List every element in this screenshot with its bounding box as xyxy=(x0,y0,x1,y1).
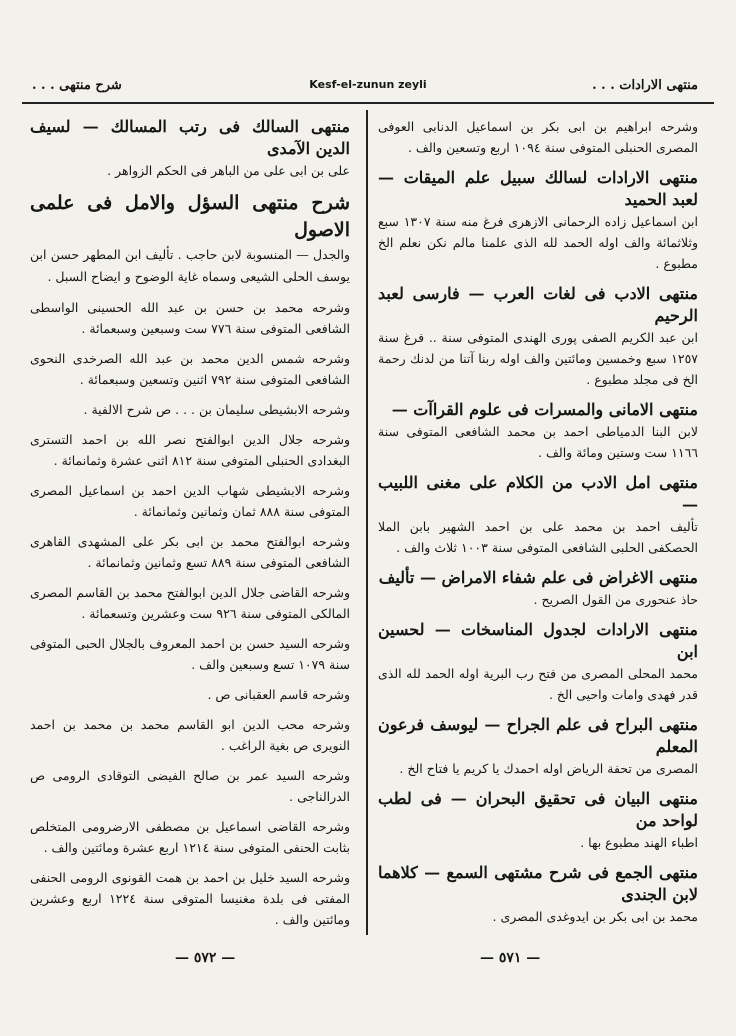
commentary-item: وشرحه محمد بن حسن بن عبد الله الحسينى الواسطى الشافعى المتوفى سنة ٧٧٦ ست وسبعين وسبعمائة . xyxy=(30,300,350,336)
entry-body: وشرحه ابراهيم بن ابى بكر بن اسماعيل الدنابى العوفى المصرى الحنبلى المتوفى سنة ١٠٩٤ اربع وتسعين والف . xyxy=(378,119,698,155)
entry-body: على بن ابى على من الباهر فى الحكم الزواهر . xyxy=(107,163,350,178)
entry-title: منتهى السالك فى رتب المسالك — لسيف الدين الآمدى xyxy=(30,117,350,158)
entry-title: منتهى البراح فى علم الجراح — ليوسف فرعون المعلم xyxy=(378,715,698,756)
commentary-item: وشرحه القاضى اسماعيل بن مصطفى الارضرومى المتخلص بثابت الحنفى المتوفى سنة ١٢١٤ اربع عشرة ومائتين والف . xyxy=(30,819,350,855)
entry-title: منتهى الادب فى لغات العرب — فارسى لعبد الرحيم xyxy=(378,284,698,325)
entry-body: محمد بن ابى بكر بن ايدوغدى المصرى . xyxy=(492,909,698,924)
commentary-item: وشرحه الابشيطى شهاب الدين احمد بن اسماعيل المصرى المتوفى سنة ٨٨٨ ثمان وثمانين وثمانمائة . xyxy=(30,483,350,519)
entry xyxy=(378,567,698,610)
entry-title: منتهى البيان فى تحقيق البحران — فى لطب لواحد من xyxy=(378,789,698,830)
commentary-item: وشرحه السيد حسن بن احمد المعروف بالجلال الحبى المتوفى سنة ١٠٧٩ تسع وسبعين والف . xyxy=(30,636,350,672)
commentary-item: وشرحه السيد خليل بن احمد بن همت القونوى الرومى الحنفى المفتى فى بلدة مغنيسا المتوفى سنة ١٢٢٤ اربع وعشرين ومائتين والف . xyxy=(30,870,350,927)
entry-body: المصرى من تحفة الرياض اوله احمدك يا كريم يا فتاح الخ . xyxy=(399,761,698,776)
commentary-list xyxy=(30,297,350,930)
entry xyxy=(378,619,698,705)
entry-title: منتهى امل الادب من الكلام على مغنى اللبيب — xyxy=(378,473,698,514)
commentary-item: وشرحه محب الدين ابو القاسم محمد بن محمد بن احمد النويرى ص بغية الراغب . xyxy=(30,717,350,753)
entry-body: لابن البنا الدمياطى احمد بن محمد الشافعى المتوفى سنة ١١٦٦ ست وستين ومائة والف . xyxy=(378,424,698,460)
entry xyxy=(378,116,698,158)
section-heading: شرح منتهى السؤل والامل فى علمى الاصول xyxy=(30,192,350,241)
header-center-title: Kesf-el-zunun zeyli xyxy=(309,78,427,91)
entry xyxy=(378,472,698,558)
entry-body: محمد المحلى المصرى من فتح رب البرية اوله الحمد لله الذى قدر فهدى وامات واحيى الخ . xyxy=(378,666,698,702)
commentary-item: وشرحه ابوالفتح محمد بن ابى بكر على المشهدى القاهرى الشافعى المتوفى سنة ٨٨٩ تسع وثمانين وثمانمائة . xyxy=(30,534,350,570)
commentary-item: وشرحه قاسم العقبانى ص . xyxy=(207,687,350,702)
entry xyxy=(30,116,350,181)
commentary-item: وشرحه الابشيطى سليمان بن . . . ص شرح الالفية . xyxy=(83,402,350,417)
entry xyxy=(378,714,698,779)
commentary-item: وشرحه القاضى جلال الدين ابوالفتح محمد بن القاسم المصرى المالكى المتوفى سنة ٩٢٦ ست وعشرين وتسعمائة . xyxy=(30,585,350,621)
running-header xyxy=(28,70,708,98)
entry-title: منتهى الاغراض فى علم شفاء الامراض — تأليف xyxy=(378,568,698,587)
entry xyxy=(378,167,698,274)
header-left-title: شرح منتهى . . . xyxy=(32,78,122,93)
header-right-title: منتهى الارادات . . . xyxy=(592,78,698,93)
left-column xyxy=(30,116,350,936)
entry xyxy=(378,399,698,463)
entry-body: حاذ عنحورى من القول الصريح . xyxy=(533,592,698,607)
header-rule xyxy=(22,102,714,104)
entry-body: اطباء الهند مطبوع بها . xyxy=(580,835,698,850)
entry xyxy=(378,862,698,927)
entry-body: ابن اسماعيل زاده الرحمانى الازهرى فرغ منه سنة ١٣٠٧ سبع وثلاثمائة والف اوله الحمد لله الذى علمنا مالم نكن نعلم الخ مطبوع . xyxy=(378,214,698,271)
commentary-item: وشرحه السيد عمر بن صالح الفيضى التوقادى الرومى ص الدرالناجى . xyxy=(30,768,350,804)
commentary-item: وشرحه جلال الدين ابوالفتح نصر الله بن احمد التسترى البغدادى الحنبلى المتوفى سنة ٨١٢ اثنى عشرة وثمانمائة . xyxy=(30,432,350,468)
entry-title: منتهى الارادات لجدول المناسخات — لحسين ابن xyxy=(378,620,698,661)
entry-title: منتهى الامانى والمسرات فى علوم القراآت — xyxy=(391,400,698,419)
section-subheading: والجدل — المنسوبة لابن حاجب . تأليف ابن المطهر حسن ابن يوسف الحلى الشيعى وسماه غاية الوضوح و ايضاح السبل . xyxy=(30,247,350,284)
page-number-right: — ٥٧١ — xyxy=(480,950,541,966)
entry xyxy=(378,788,698,853)
entry-title: منتهى الجمع فى شرح مشتهى السمع — كلاهما لابن الجندى xyxy=(378,863,698,904)
page-number-left: — ٥٧٢ — xyxy=(175,950,236,966)
right-column xyxy=(378,116,698,936)
entry-body: ابن عبد الكريم الصفى پورى الهندى المتوفى سنة .. فرغ سنة ١٢٥٧ سبع وخمسين ومائتين والف اوله ربنا آتنا من لدنك رحمة الخ فى مجلد مطبوع . xyxy=(378,330,698,387)
commentary-item: وشرحه شمس الدين محمد بن عبد الله الصرخدى النحوى الشافعى المتوفى سنة ٧٩٢ اثنين وتسعين وسبعمائة . xyxy=(30,351,350,387)
column-divider xyxy=(366,110,368,935)
entry-title: منتهى الارادات لسالك سبيل علم الميقات — لعبد الحميد xyxy=(378,168,698,209)
entry-body: تأليف احمد بن محمد على بن احمد الشهير بابن الملا الحصكفى الحلبى الشافعى المتوفى سنة ١٠٠٣ ثلاث والف . xyxy=(378,519,698,555)
entry xyxy=(378,283,698,390)
